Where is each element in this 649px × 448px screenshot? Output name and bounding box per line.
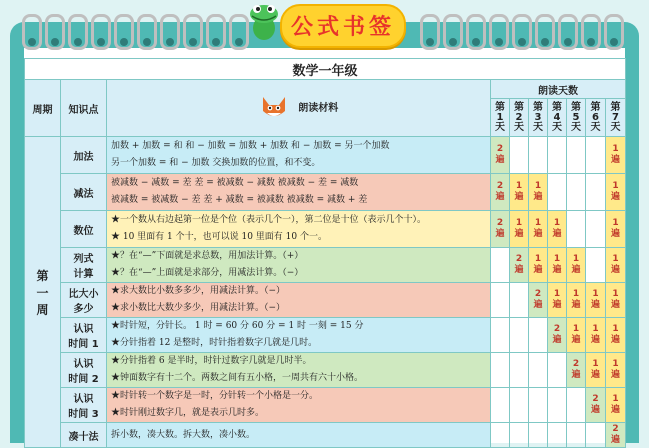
day-cell-2 bbox=[510, 174, 529, 211]
knowledge-point-text: 认识 bbox=[73, 324, 94, 335]
day-cell-7 bbox=[606, 174, 626, 211]
reading-line: ★分针指着 6 是半时，时针过数字几就是几时半。 bbox=[111, 356, 312, 366]
day-cell-2 bbox=[510, 248, 529, 283]
reading-line: ★？在“—”下面就是求总数，用加法计算。（+） bbox=[111, 251, 304, 261]
binder-hole bbox=[212, 38, 220, 46]
day-header-char: 5 bbox=[572, 111, 580, 123]
day-cell-6 bbox=[586, 388, 606, 423]
repeat-badge: 1遍 bbox=[533, 181, 543, 202]
reading-content bbox=[107, 211, 491, 248]
day-cell-4 bbox=[548, 423, 567, 448]
repeat-badge: 1遍 bbox=[611, 289, 621, 310]
reading-line: ★时针刚过数字几，就是表示几时多。 bbox=[111, 408, 265, 418]
table-row bbox=[25, 423, 626, 448]
day-cell-1 bbox=[491, 137, 510, 174]
repeat-badge: 2遍 bbox=[514, 254, 524, 275]
repeat-badge: 1遍 bbox=[552, 254, 562, 275]
repeat-badge: 1遍 bbox=[514, 181, 524, 202]
knowledge-point bbox=[61, 388, 107, 423]
binder-hole bbox=[564, 38, 572, 46]
table-row bbox=[25, 353, 626, 388]
day-cell-6 bbox=[586, 174, 606, 211]
table-row bbox=[25, 318, 626, 353]
knowledge-point bbox=[61, 211, 107, 248]
day-cell-5 bbox=[567, 174, 586, 211]
knowledge-point bbox=[61, 283, 107, 318]
knowledge-point-text: 比大小 bbox=[68, 289, 99, 300]
day-cell-7 bbox=[606, 211, 626, 248]
reading-header bbox=[107, 80, 491, 137]
day-cell-7 bbox=[606, 248, 626, 283]
repeat-badge: 1遍 bbox=[611, 254, 621, 275]
knowledge-point bbox=[61, 423, 107, 448]
reading-content bbox=[107, 318, 491, 353]
day-cell-4 bbox=[548, 318, 567, 353]
day-cell-3 bbox=[529, 283, 548, 318]
day-cell-4 bbox=[548, 248, 567, 283]
day-header-char: 1 bbox=[496, 111, 504, 123]
reading-line: 拆小数，凑大数。拆大数，凑小数。 bbox=[111, 429, 256, 440]
reading-content bbox=[107, 283, 491, 318]
day-cell-5 bbox=[567, 248, 586, 283]
repeat-badge: 1遍 bbox=[611, 144, 621, 165]
day-cell-2 bbox=[510, 423, 529, 448]
day-cell-3 bbox=[529, 248, 548, 283]
day-header-char: 天 bbox=[533, 121, 543, 133]
day-header-char: 7 bbox=[612, 111, 620, 123]
day-cell-5 bbox=[567, 423, 586, 448]
knowledge-point-text: 时间 3 bbox=[68, 409, 99, 420]
reading-content bbox=[107, 423, 491, 448]
repeat-badge: 1遍 bbox=[611, 359, 621, 380]
day-header-char: 天 bbox=[495, 121, 505, 133]
knowledge-point-text: 认识 bbox=[73, 359, 94, 370]
day-cell-3 bbox=[529, 423, 548, 448]
day-header-5 bbox=[567, 99, 586, 137]
day-cell-3 bbox=[529, 388, 548, 423]
day-cell-3 bbox=[529, 174, 548, 211]
knowledge-point-text: 数位 bbox=[73, 225, 94, 237]
day-header-1 bbox=[491, 99, 510, 137]
repeat-badge: 1遍 bbox=[611, 218, 621, 239]
knowledge-point bbox=[61, 318, 107, 353]
day-cell-6 bbox=[586, 423, 606, 448]
knowledge-point-text: 时间 1 bbox=[68, 339, 99, 350]
reading-line: ★求大数比小数多多少，用减法计算。（−） bbox=[111, 286, 286, 296]
day-cell-2 bbox=[510, 353, 529, 388]
repeat-badge: 2遍 bbox=[495, 181, 505, 202]
repeat-badge: 1遍 bbox=[571, 324, 581, 345]
reading-line: ★钟面数字有十二个。两数之间有五小格，一周共有六十小格。 bbox=[111, 373, 364, 383]
repeat-badge: 1遍 bbox=[611, 181, 621, 202]
knowledge-point-text: 计算 bbox=[73, 269, 94, 280]
day-header-char: 第 bbox=[590, 101, 601, 113]
repeat-badge: 2遍 bbox=[495, 144, 505, 165]
week-label-char: 一 bbox=[36, 285, 49, 300]
reading-table bbox=[24, 58, 626, 448]
binder-hole bbox=[587, 38, 595, 46]
day-header-char: 第 bbox=[552, 101, 562, 113]
day-cell-1 bbox=[491, 174, 510, 211]
reading-content bbox=[107, 353, 491, 388]
day-cell-1 bbox=[491, 318, 510, 353]
knowledge-point bbox=[61, 248, 107, 283]
day-cell-6 bbox=[586, 248, 606, 283]
day-header-char: 第 bbox=[571, 101, 581, 113]
repeat-badge: 1遍 bbox=[590, 359, 600, 380]
binder-hole bbox=[189, 38, 197, 46]
repeat-badge: 2遍 bbox=[590, 394, 600, 415]
binder-hole bbox=[166, 38, 174, 46]
day-header-char: 天 bbox=[571, 121, 581, 133]
reading-line: ★？在“—”上面就是求部分，用减法计算。（−） bbox=[111, 268, 304, 278]
binder-hole bbox=[120, 38, 128, 46]
repeat-badge: 1遍 bbox=[571, 254, 581, 275]
day-cell-5 bbox=[567, 388, 586, 423]
repeat-badge: 2遍 bbox=[495, 218, 505, 239]
day-cell-4 bbox=[548, 283, 567, 318]
day-header-char: 第 bbox=[495, 101, 505, 113]
reading-content bbox=[107, 174, 491, 211]
reading-line: ★分针指着 12 是整时，时针指着数字几就是几时。 bbox=[111, 338, 318, 348]
day-cell-7 bbox=[606, 353, 626, 388]
day-cell-2 bbox=[510, 318, 529, 353]
day-cell-2 bbox=[510, 283, 529, 318]
day-cell-5 bbox=[567, 318, 586, 353]
day-cell-5 bbox=[567, 353, 586, 388]
day-header-2 bbox=[510, 99, 529, 137]
knowledge-point-text: 列式 bbox=[73, 254, 94, 265]
table-title: 数学一年级 bbox=[25, 59, 626, 80]
day-header-char: 6 bbox=[592, 111, 599, 123]
day-header-char: 2 bbox=[515, 111, 523, 123]
week-label bbox=[25, 137, 61, 448]
repeat-badge: 1遍 bbox=[552, 289, 562, 310]
day-cell-5 bbox=[567, 283, 586, 318]
day-header-char: 天 bbox=[514, 121, 524, 133]
binder-hole bbox=[426, 38, 434, 46]
day-cell-4 bbox=[548, 353, 567, 388]
day-header-char: 3 bbox=[534, 111, 542, 123]
day-cell-6 bbox=[586, 353, 606, 388]
reading-line: ★求小数比大数少多少，用减法计算。（−） bbox=[111, 303, 286, 313]
table-row bbox=[25, 174, 626, 211]
binder-hole bbox=[235, 38, 243, 46]
reading-line: ★ 10 里面有 1 个十，也可以说 10 里面有 10 个一。 bbox=[111, 232, 327, 242]
binder-hole bbox=[449, 38, 457, 46]
day-cell-7 bbox=[606, 388, 626, 423]
reading-header-label: 朗读材料 bbox=[298, 103, 339, 114]
table-row bbox=[25, 248, 626, 283]
binder-hole bbox=[28, 38, 36, 46]
day-cell-3 bbox=[529, 353, 548, 388]
banner-title: 公式书签 bbox=[290, 14, 395, 40]
repeat-badge: 1遍 bbox=[571, 289, 581, 310]
day-header-7 bbox=[606, 99, 626, 137]
fox-mascot-icon bbox=[259, 95, 289, 121]
repeat-badge: 2遍 bbox=[533, 289, 543, 310]
reading-content bbox=[107, 137, 491, 174]
repeat-badge: 1遍 bbox=[552, 218, 562, 239]
knowledge-point-text: 凑十法 bbox=[68, 431, 99, 443]
reading-line: 被减数 = 被减数 − 差 差 + 减数 = 被减数 被减数 = 减数 + 差 bbox=[111, 195, 368, 205]
knowledge-point-text: 加法 bbox=[73, 151, 94, 163]
repeat-badge: 1遍 bbox=[611, 324, 621, 345]
day-cell-1 bbox=[491, 388, 510, 423]
day-cell-7 bbox=[606, 283, 626, 318]
reading-line: 另一个加数 = 和 − 加数 交换加数的位置，和不变。 bbox=[111, 158, 321, 168]
binder-hole bbox=[610, 38, 618, 46]
reading-line: ★一个数从右边起第一位是个位（表示几个一），第二位是十位（表示几个十）。 bbox=[111, 215, 427, 225]
reading-line: ★时针短，分针长。 1 时 = 60 分 60 分 = 1 时 一刻 = 15 分 bbox=[111, 321, 364, 331]
day-header-char: 天 bbox=[552, 121, 562, 133]
knowledge-point-text: 时间 2 bbox=[68, 374, 99, 385]
day-cell-1 bbox=[491, 283, 510, 318]
day-cell-1 bbox=[491, 211, 510, 248]
table-row bbox=[25, 211, 626, 248]
table-row bbox=[25, 137, 626, 174]
day-cell-2 bbox=[510, 211, 529, 248]
day-cell-5 bbox=[567, 211, 586, 248]
repeat-badge: 1遍 bbox=[514, 218, 524, 239]
day-cell-3 bbox=[529, 318, 548, 353]
knowledge-point bbox=[61, 137, 107, 174]
day-cell-4 bbox=[548, 211, 567, 248]
day-header-char: 4 bbox=[553, 111, 561, 123]
table-row bbox=[25, 388, 626, 423]
day-cell-4 bbox=[548, 388, 567, 423]
day-cell-2 bbox=[510, 388, 529, 423]
period-header: 周期 bbox=[25, 80, 61, 137]
day-header-char: 天 bbox=[610, 121, 621, 133]
day-cell-1 bbox=[491, 353, 510, 388]
day-cell-1 bbox=[491, 248, 510, 283]
day-cell-4 bbox=[548, 174, 567, 211]
day-cell-7 bbox=[606, 318, 626, 353]
table-row bbox=[25, 283, 626, 318]
day-cell-6 bbox=[586, 283, 606, 318]
binder-hole bbox=[472, 38, 480, 46]
day-header-char: 天 bbox=[590, 121, 601, 133]
day-cell-7 bbox=[606, 137, 626, 174]
crocodile-mascot-icon bbox=[246, 2, 282, 42]
days-title: 朗读天数 bbox=[491, 80, 626, 99]
repeat-badge: 1遍 bbox=[590, 324, 600, 345]
repeat-badge: 2遍 bbox=[571, 359, 581, 380]
day-header-char: 第 bbox=[610, 101, 621, 113]
repeat-badge: 1遍 bbox=[533, 218, 543, 239]
day-cell-4 bbox=[548, 137, 567, 174]
binder-hole bbox=[51, 38, 59, 46]
day-header-6 bbox=[586, 99, 606, 137]
day-cell-7 bbox=[606, 423, 626, 448]
repeat-badge: 2遍 bbox=[552, 324, 562, 345]
day-cell-5 bbox=[567, 137, 586, 174]
week-label-char: 周 bbox=[36, 302, 49, 317]
binder-hole bbox=[518, 38, 526, 46]
reading-line: ★时针转一个数字是一时，分针转一个小格是一分。 bbox=[111, 391, 319, 401]
binder-hole bbox=[97, 38, 105, 46]
binder-hole bbox=[143, 38, 151, 46]
knowledge-point bbox=[61, 353, 107, 388]
repeat-badge: 1遍 bbox=[533, 254, 543, 275]
repeat-badge: 2遍 bbox=[611, 424, 621, 445]
repeat-badge: 1遍 bbox=[590, 289, 600, 310]
knowledge-point-text: 多少 bbox=[73, 304, 94, 315]
reading-line: 加数 + 加数 = 和 和 − 加数 = 加数 + 加数 和 − 加数 = 另一个加数 bbox=[111, 141, 390, 151]
reading-line: 被减数 − 减数 = 差 差 = 被减数 − 减数 被减数 − 差 = 减数 bbox=[111, 178, 359, 188]
knowledge-point bbox=[61, 174, 107, 211]
day-header-char: 第 bbox=[514, 101, 524, 113]
day-cell-3 bbox=[529, 211, 548, 248]
day-cell-6 bbox=[586, 137, 606, 174]
knowledge-header: 知识点 bbox=[61, 80, 107, 137]
day-cell-6 bbox=[586, 318, 606, 353]
day-header-char: 第 bbox=[533, 101, 543, 113]
week-label-char: 第 bbox=[36, 268, 49, 283]
day-cell-6 bbox=[586, 211, 606, 248]
day-header-4 bbox=[548, 99, 567, 137]
title-banner bbox=[280, 4, 406, 48]
knowledge-point-text: 认识 bbox=[73, 394, 94, 405]
binder-hole bbox=[495, 38, 503, 46]
day-cell-3 bbox=[529, 137, 548, 174]
day-cell-1 bbox=[491, 423, 510, 448]
reading-content bbox=[107, 388, 491, 423]
day-header-3 bbox=[529, 99, 548, 137]
repeat-badge: 1遍 bbox=[611, 394, 621, 415]
day-cell-2 bbox=[510, 137, 529, 174]
binder-hole bbox=[541, 38, 549, 46]
knowledge-point-text: 减法 bbox=[73, 188, 94, 200]
reading-content bbox=[107, 248, 491, 283]
binder-hole bbox=[74, 38, 82, 46]
